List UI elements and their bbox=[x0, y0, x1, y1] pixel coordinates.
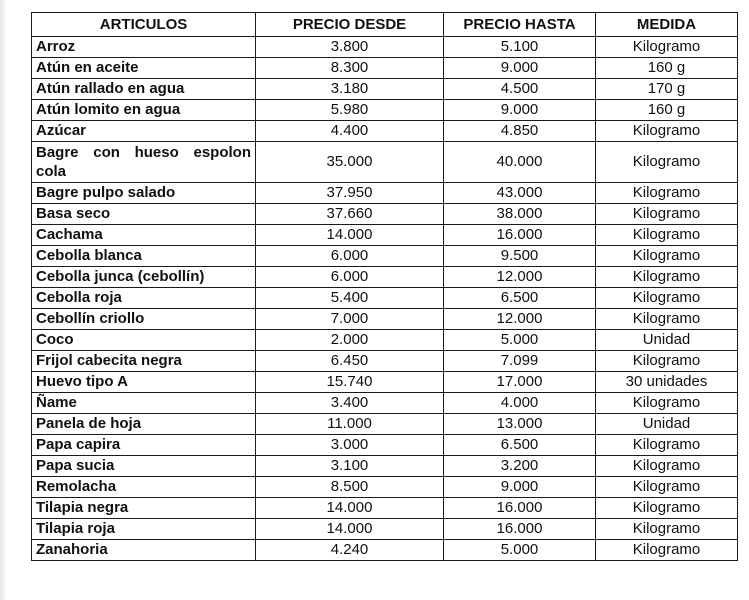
cell-medida: 170 g bbox=[596, 79, 738, 100]
table-header bbox=[32, 13, 738, 37]
table-row bbox=[32, 414, 738, 435]
cell-articulo: Cachama bbox=[32, 225, 256, 246]
cell-medida: Kilogramo bbox=[596, 456, 738, 477]
cell-precio-desde: 14.000 bbox=[256, 225, 444, 246]
cell-precio-hasta: 9.000 bbox=[444, 58, 596, 79]
table-row bbox=[32, 121, 738, 142]
cell-precio-hasta: 13.000 bbox=[444, 414, 596, 435]
cell-articulo: Atún en aceite bbox=[32, 58, 256, 79]
table-row bbox=[32, 183, 738, 204]
table-row bbox=[32, 288, 738, 309]
cell-articulo: Panela de hoja bbox=[32, 414, 256, 435]
table-row bbox=[32, 142, 738, 183]
cell-articulo: Ñame bbox=[32, 393, 256, 414]
cell-precio-desde: 35.000 bbox=[256, 142, 444, 183]
header-precio-desde: PRECIO DESDE bbox=[256, 13, 444, 37]
cell-medida: Kilogramo bbox=[596, 246, 738, 267]
table-row bbox=[32, 37, 738, 58]
cell-precio-desde: 4.240 bbox=[256, 540, 444, 561]
cell-articulo: Cebolla junca (cebollín) bbox=[32, 267, 256, 288]
header-medida: MEDIDA bbox=[596, 13, 738, 37]
cell-articulo: Basa seco bbox=[32, 204, 256, 225]
cell-articulo: Huevo tipo A bbox=[32, 372, 256, 393]
cell-precio-hasta: 40.000 bbox=[444, 142, 596, 183]
cell-precio-desde: 14.000 bbox=[256, 519, 444, 540]
table-row bbox=[32, 477, 738, 498]
cell-precio-hasta: 6.500 bbox=[444, 288, 596, 309]
table-row bbox=[32, 435, 738, 456]
table-row bbox=[32, 246, 738, 267]
cell-precio-hasta: 12.000 bbox=[444, 309, 596, 330]
cell-precio-hasta: 5.100 bbox=[444, 37, 596, 58]
cell-articulo: Arroz bbox=[32, 37, 256, 58]
table-body bbox=[32, 37, 738, 561]
cell-precio-hasta: 5.000 bbox=[444, 540, 596, 561]
cell-precio-desde: 7.000 bbox=[256, 309, 444, 330]
cell-precio-hasta: 4.000 bbox=[444, 393, 596, 414]
cell-articulo: Bagre con hueso espolon cola bbox=[32, 142, 256, 183]
page-edge-shadow bbox=[0, 0, 7, 600]
cell-precio-hasta: 9.000 bbox=[444, 477, 596, 498]
cell-articulo: Cebolla blanca bbox=[32, 246, 256, 267]
cell-precio-hasta: 16.000 bbox=[444, 498, 596, 519]
cell-medida: Kilogramo bbox=[596, 37, 738, 58]
cell-medida: Kilogramo bbox=[596, 477, 738, 498]
cell-articulo: Bagre pulpo salado bbox=[32, 183, 256, 204]
cell-precio-hasta: 17.000 bbox=[444, 372, 596, 393]
cell-precio-hasta: 7.099 bbox=[444, 351, 596, 372]
cell-precio-hasta: 16.000 bbox=[444, 225, 596, 246]
cell-medida: Kilogramo bbox=[596, 519, 738, 540]
cell-precio-desde: 37.660 bbox=[256, 204, 444, 225]
cell-precio-desde: 3.400 bbox=[256, 393, 444, 414]
table-row bbox=[32, 519, 738, 540]
cell-medida: 160 g bbox=[596, 100, 738, 121]
cell-medida: Kilogramo bbox=[596, 288, 738, 309]
cell-precio-desde: 2.000 bbox=[256, 330, 444, 351]
table-row bbox=[32, 351, 738, 372]
table-row bbox=[32, 225, 738, 246]
header-precio-hasta: PRECIO HASTA bbox=[444, 13, 596, 37]
cell-precio-hasta: 38.000 bbox=[444, 204, 596, 225]
cell-precio-desde: 6.000 bbox=[256, 246, 444, 267]
cell-precio-hasta: 6.500 bbox=[444, 435, 596, 456]
cell-medida: 30 unidades bbox=[596, 372, 738, 393]
cell-articulo: Tilapia negra bbox=[32, 498, 256, 519]
cell-medida: Kilogramo bbox=[596, 540, 738, 561]
cell-precio-hasta: 4.850 bbox=[444, 121, 596, 142]
table-row bbox=[32, 330, 738, 351]
cell-medida: 160 g bbox=[596, 58, 738, 79]
cell-precio-desde: 3.000 bbox=[256, 435, 444, 456]
cell-articulo: Atún lomito en agua bbox=[32, 100, 256, 121]
cell-precio-hasta: 9.000 bbox=[444, 100, 596, 121]
table-row bbox=[32, 204, 738, 225]
cell-medida: Kilogramo bbox=[596, 498, 738, 519]
cell-medida: Kilogramo bbox=[596, 351, 738, 372]
header-articulos: ARTICULOS bbox=[32, 13, 256, 37]
cell-precio-desde: 5.400 bbox=[256, 288, 444, 309]
cell-precio-desde: 5.980 bbox=[256, 100, 444, 121]
cell-articulo: Atún rallado en agua bbox=[32, 79, 256, 100]
cell-articulo: Papa capira bbox=[32, 435, 256, 456]
cell-medida: Kilogramo bbox=[596, 204, 738, 225]
cell-medida: Kilogramo bbox=[596, 121, 738, 142]
table-row bbox=[32, 498, 738, 519]
cell-precio-desde: 8.500 bbox=[256, 477, 444, 498]
cell-precio-desde: 15.740 bbox=[256, 372, 444, 393]
cell-medida: Kilogramo bbox=[596, 309, 738, 330]
cell-articulo: Coco bbox=[32, 330, 256, 351]
cell-precio-desde: 11.000 bbox=[256, 414, 444, 435]
table-row bbox=[32, 267, 738, 288]
cell-medida: Kilogramo bbox=[596, 267, 738, 288]
cell-precio-desde: 14.000 bbox=[256, 498, 444, 519]
cell-articulo: Frijol cabecita negra bbox=[32, 351, 256, 372]
header-row bbox=[32, 13, 738, 37]
cell-articulo: Papa sucia bbox=[32, 456, 256, 477]
table-row bbox=[32, 456, 738, 477]
cell-precio-desde: 8.300 bbox=[256, 58, 444, 79]
table-row bbox=[32, 393, 738, 414]
cell-precio-desde: 3.800 bbox=[256, 37, 444, 58]
cell-articulo: Zanahoria bbox=[32, 540, 256, 561]
cell-precio-desde: 6.450 bbox=[256, 351, 444, 372]
cell-precio-hasta: 3.200 bbox=[444, 456, 596, 477]
cell-medida: Kilogramo bbox=[596, 225, 738, 246]
table-row bbox=[32, 372, 738, 393]
price-table bbox=[31, 12, 738, 561]
cell-articulo: Cebolla roja bbox=[32, 288, 256, 309]
cell-precio-desde: 37.950 bbox=[256, 183, 444, 204]
cell-medida: Kilogramo bbox=[596, 393, 738, 414]
cell-precio-hasta: 16.000 bbox=[444, 519, 596, 540]
table-row bbox=[32, 540, 738, 561]
cell-medida: Kilogramo bbox=[596, 183, 738, 204]
table-row bbox=[32, 58, 738, 79]
cell-articulo: Tilapia roja bbox=[32, 519, 256, 540]
cell-precio-desde: 3.100 bbox=[256, 456, 444, 477]
cell-precio-desde: 3.180 bbox=[256, 79, 444, 100]
cell-articulo: Remolacha bbox=[32, 477, 256, 498]
cell-articulo: Cebollín criollo bbox=[32, 309, 256, 330]
table-row bbox=[32, 79, 738, 100]
cell-medida: Kilogramo bbox=[596, 435, 738, 456]
cell-precio-desde: 6.000 bbox=[256, 267, 444, 288]
cell-medida: Unidad bbox=[596, 414, 738, 435]
cell-precio-hasta: 43.000 bbox=[444, 183, 596, 204]
table-row bbox=[32, 309, 738, 330]
cell-medida: Unidad bbox=[596, 330, 738, 351]
cell-precio-hasta: 12.000 bbox=[444, 267, 596, 288]
table-row bbox=[32, 100, 738, 121]
cell-articulo: Azúcar bbox=[32, 121, 256, 142]
cell-precio-hasta: 5.000 bbox=[444, 330, 596, 351]
cell-medida: Kilogramo bbox=[596, 142, 738, 183]
cell-precio-hasta: 9.500 bbox=[444, 246, 596, 267]
cell-precio-desde: 4.400 bbox=[256, 121, 444, 142]
cell-precio-hasta: 4.500 bbox=[444, 79, 596, 100]
